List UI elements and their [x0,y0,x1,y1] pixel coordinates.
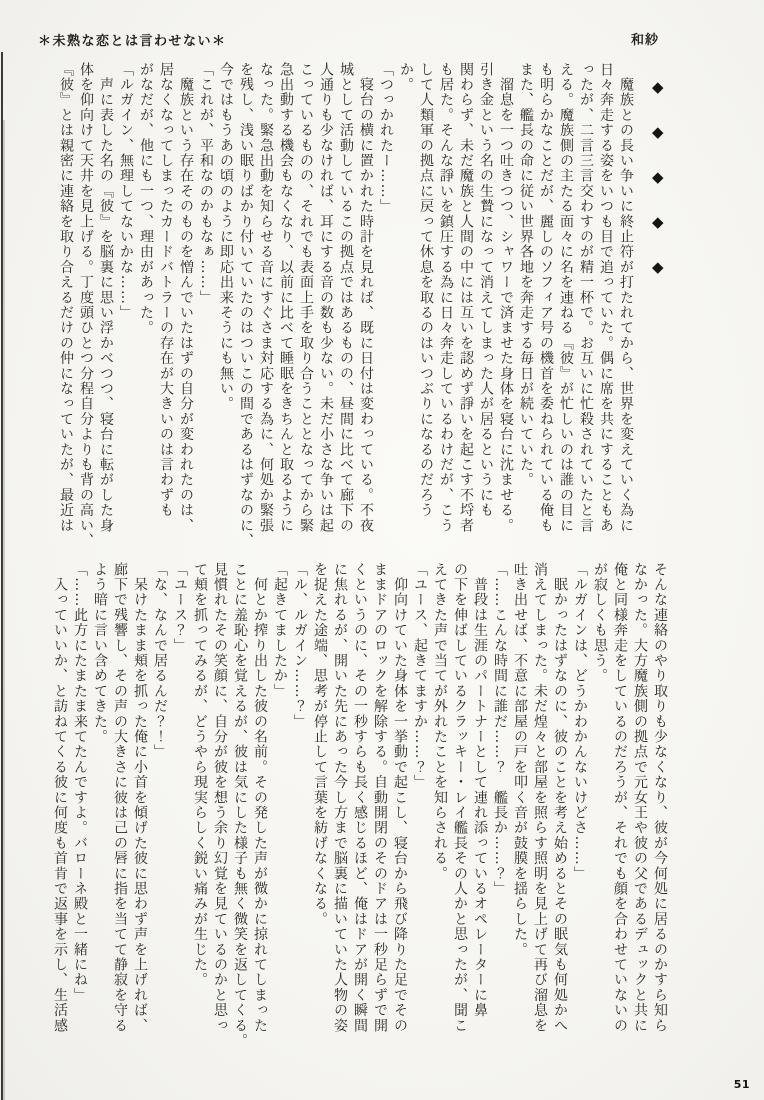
text-column: 「……此方にたまたま来てたんですよ。バローネ殿と一緒にね」 [72,562,88,1003]
text-column: 今ではもうあの頃のように即応出来そうにも無い。 [218,62,234,412]
text-column: 魔族という存在そのものを憎んでいたはずの自分が変われたのは、 [178,62,194,534]
text-column: 吐き出せば、不意に部屋の戸を叩く音が鼓膜を揺らした。 [512,562,528,958]
text-column: ことに羞恥心を覚えるが、彼は気にした様子も無く微笑を返してくる。 [232,562,248,1049]
text-column: 入っていいか、と訪ねてくる彼に何度も首肯で返事を示し、生活感 [52,562,68,1034]
author-name: 和紗 [631,33,660,48]
text-column: 関わらず、未だ魔族と人間の中には互いを認めず諍いを起こす不埒者 [458,62,474,534]
text-column: 引き金という名の生贄になって消えてしまった人が居るというにも [478,62,494,518]
text-column: 「……こんな時間に誰だ……？ 艦長か……？」 [492,562,508,897]
text-column: 魔族との長い争いに終止符が打たれてから、世界を変えていく為に [618,62,634,534]
text-column: 居なくなってしまったカードバトラーの存在が大きいのは言わずも [158,62,174,518]
text-column: も居た。そんな諍いを鎮圧する為に日々奔走しているわけだが、こう [438,62,454,534]
text-column: 仰向けていた身体を一挙動で起こし、寝台から飛び降りた足でその [392,562,408,1034]
text-column: こっているものの、それでも表面上手を取り合うこととなってから緊 [298,62,314,534]
text-column: 体を仰向けて天井を見上げる。丁度頭ひとつ分程自分よりも背の高い、 [78,62,94,549]
text-column: 城として活動しているこの拠点ではあるものの、昼間に比べて廊下の [338,62,354,534]
text-column: 消えてしまった。未だ煌々と部屋を照らす照明を見上げて再び溜息を [532,562,548,1034]
diamond-icon: ◆ [652,258,664,276]
text-column: えてきた声で当てが外れたことを知らされる。 [432,562,448,882]
text-column: ったが、二言三言交わすのが精一杯で。お互いに忙殺されていたと言 [578,62,594,534]
text-column: 俺と同様奔走をしているのだろうが、それでも顔を合わせていないの [612,562,628,1034]
diamond-icon: ◆ [652,213,664,231]
text-column: 声に表した名の『彼』を脳裏に思い浮かべつつ、寝台に転がした身 [98,62,114,534]
text-column: 「ユース？」 [172,562,188,654]
text-column: て頬を抓ってみるが、どうやら現実らしく鋭い痛みが生じた。 [192,562,208,988]
text-column: える。魔族側の主たる面々に名を連ねる『彼』が忙しいのは誰の目に [558,62,574,534]
text-column: なかった。大方魔族側の拠点で元女王や彼の父であるデュックと共に [632,562,648,1034]
text-column: 眠かったはずなのに、彼のことを考え始めるとその眠気も何処かへ [552,562,568,1034]
story-text-block-top [56,62,636,548]
text-column: 日々奔走する姿をいつも目で追っていた。偶に席を共にすることもあ [598,62,614,534]
text-column: を捉えた途端、思考が停止して言葉を紡げなくなる。 [312,562,328,927]
page-number: 51 [733,1078,750,1091]
diamond-icon: ◆ [652,78,664,96]
story-text-block-bottom [50,562,670,1062]
text-column: 廊下で残響し、その声の大きさに彼は己の唇に指を当てて静寂を守る [112,562,128,1034]
text-column: 何とか搾り出した彼の名前。その発した声が微かに掠れてしまった [252,562,268,1034]
text-column: 寝台の横に置かれた時計を見れば、既に日付は変わっている。不夜 [358,62,374,534]
diamond-icon: ◆ [652,168,664,186]
text-column: よう暗に言い含めてきた。 [92,562,108,745]
text-column: がなだが、他にも一つ、理由があった。 [138,62,154,336]
text-column: 「これが、平和なのかもなぁ……」 [198,62,214,306]
text-column: 「ユース、起きてますか……？」 [412,562,428,790]
text-column: に焦れるが、開いた先にあった今し方まで脳裏に描いていた人物の姿 [332,562,348,1034]
text-column: くというのに、その一秒すらも長く感じるほど、俺はドアが開く瞬間 [352,562,368,1034]
text-column: 溜息を一つ吐きつつ、シャワーで済ませた身体を寝台に沈ませる。 [498,62,514,534]
text-column: 人通りも少なければ、耳にする音の数も少ない。未だ小さな争いは起 [318,62,334,534]
text-column: 「な、なんで居るんだ？！」 [152,562,168,760]
text-column: 「ル、ルガイン……？」 [292,562,308,730]
text-column: して人類軍の拠点に戻って休息を取るのはいつぶりになるのだろう [418,62,434,518]
text-column: そんな連絡のやり取りも少なくなり、彼が今何処に居るのかすら知ら [652,562,668,1034]
text-column: なった。緊急出動を知らせる音にすぐさま対応する為に、何処か緊張 [258,62,274,534]
text-column: 「ルガイン、無理してないかな……」 [118,62,134,321]
text-column: が寂しくも思う。 [592,562,608,684]
text-column: の下を伸ばしているクラッキー・レイ艦長その人かと思ったが、聞こ [452,562,468,1034]
text-column: 見慣れたその笑顔に、自分が彼を想う余り幻覚を見ているのかと思っ [212,562,228,1034]
text-column: 呆けたまま頬を抓った俺に小首を傾げた彼に思わず声を上げれば、 [132,562,148,1034]
text-column: 「つっかれたー……」 [378,62,394,214]
text-column: 普段は生涯のパートナーとして連れ添っているオペレーターに鼻 [472,562,488,1018]
text-column: また、艦長の命に従い世界各地を奔走する毎日が続いていた。 [518,62,534,488]
text-column: ままドアのロックを解除する。自動開閉のそのドアは一秒足らずで開 [372,562,388,1034]
scan-edge-shadow [3,120,5,1100]
text-column: か。 [398,62,414,93]
text-column: 急出動する機会もなくなり、以前に比べて睡眠をきちんと取るように [278,62,294,534]
diamond-icon: ◆ [652,123,664,141]
text-column: も明らかなことだが、麗しのソフィア号の機首を委ねられている俺も [538,62,554,534]
text-column: 「ルガインは、どうかわかんないけどさ……」 [572,562,588,882]
text-column: 『彼』とは親密に連絡を取り合えるだけの仲になっていたが、最近は [58,62,74,534]
text-column: 「起きてましたか」 [272,562,288,699]
diamond-ornament-column [652,80,664,275]
page-title: ＊未熟な恋とは言わせない＊ [38,34,227,49]
text-column: を残し、浅い眠りばかり付いていたのはついこの間であるはずなのに、 [238,62,254,549]
